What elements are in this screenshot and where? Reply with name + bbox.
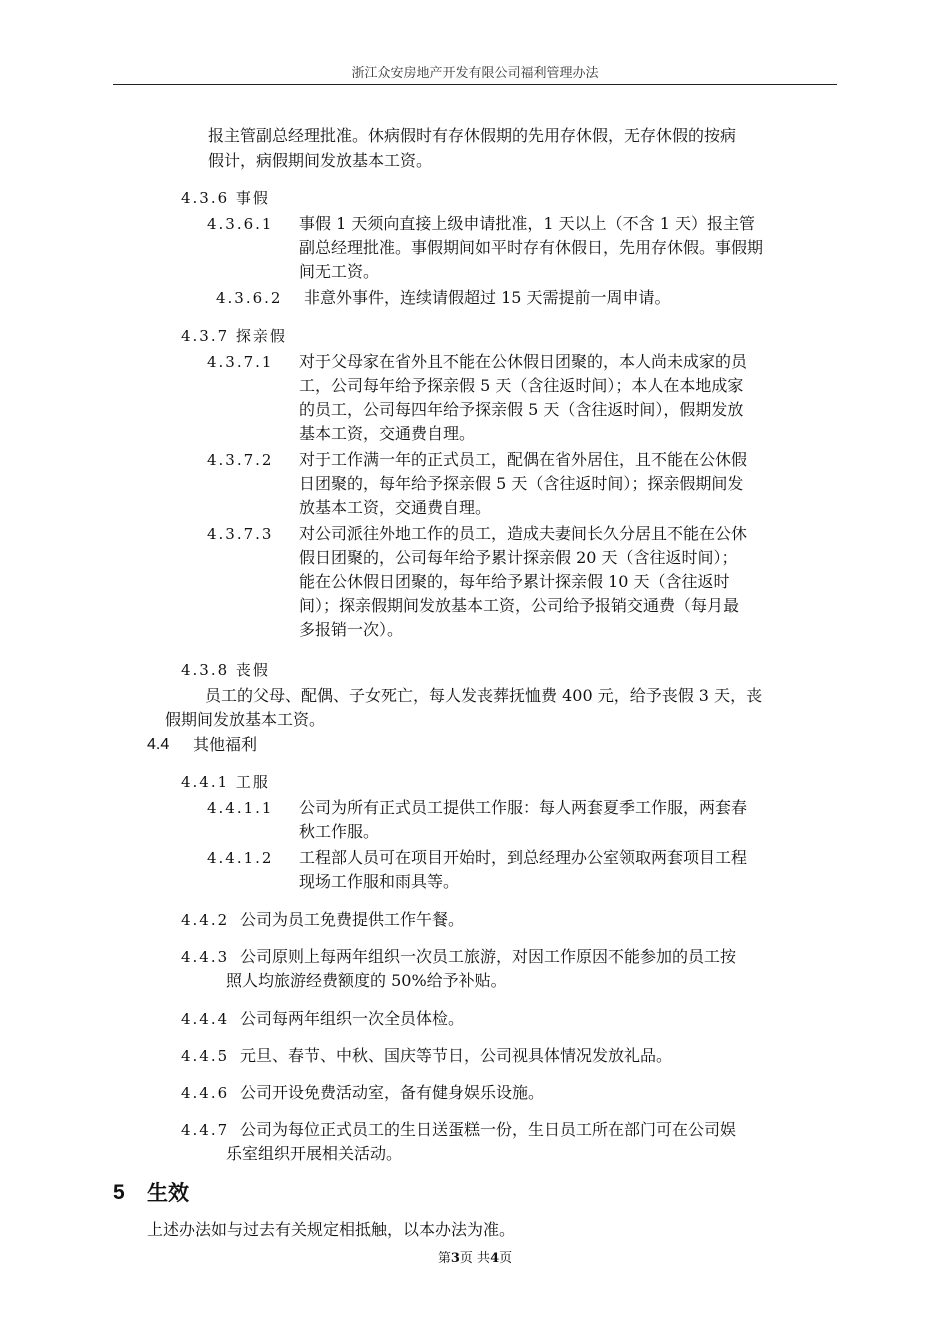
paragraph-line: 假期间发放基本工资。	[165, 710, 326, 729]
total-page-count: 4	[490, 1251, 500, 1266]
footer-suffix: 页	[499, 1251, 513, 1266]
item-number: 4.4.3	[181, 948, 230, 966]
item-line: 日团聚的，每年给予探亲假 5 天（含往返时间）；探亲假期间发	[299, 474, 744, 493]
item-line: 对公司派往外地工作的员工，造成夫妻间长久分居且不能在公休	[299, 524, 748, 543]
item-line: 基本工资，交通费自理。	[299, 424, 476, 443]
item-line: 放基本工资，交通费自理。	[299, 498, 492, 517]
item-line: 的员工，公司每四年给予探亲假 5 天（含往返时间），假期发放	[299, 400, 744, 419]
item-line: 公司为所有正式员工提供工作服：每人两套夏季工作服，两套春	[299, 798, 748, 817]
paragraph-line: 上述办法如与过去有关规定相抵触，以本办法为准。	[147, 1220, 516, 1239]
item-line: 对于父母家在省外且不能在公休假日团聚的，本人尚未成家的员	[299, 352, 748, 371]
item-number: 4.4.2	[181, 911, 230, 929]
item-number: 4.4.7	[181, 1121, 230, 1139]
item-line: 公司开设免费活动室，备有健身娱乐设施。	[240, 1083, 545, 1102]
item-number: 4.3.7.3	[207, 525, 274, 543]
item-line: 现场工作服和雨具等。	[299, 872, 460, 891]
heading-4-3-6: 4.3.6 事假	[181, 189, 270, 207]
footer-prefix: 第	[437, 1251, 451, 1266]
item-line: 秋工作服。	[299, 822, 380, 841]
item-line: 对于工作满一年的正式员工，配偶在省外居住，且不能在公休假	[299, 450, 748, 469]
item-number: 4.4.1.1	[207, 799, 274, 817]
item-line: 副总经理批准。事假期间如平时存有休假日，先用存休假。事假期	[299, 238, 764, 257]
item-number: 4.3.6.2	[216, 289, 283, 307]
item-number: 4.4.5	[181, 1047, 230, 1065]
item-line: 乐室组织开展相关活动。	[226, 1144, 403, 1163]
item-number: 4.4.4	[181, 1010, 230, 1028]
section-number-5: 5	[113, 1181, 125, 1204]
item-line: 假日团聚的，公司每年给予累计探亲假 20 天（含往返时间）；	[299, 548, 738, 567]
heading-4-3-7: 4.3.7 探亲假	[181, 327, 287, 345]
current-page-number: 3	[450, 1251, 460, 1266]
item-line: 事假 1 天须向直接上级申请批准，1 天以上（不含 1 天）报主管	[299, 214, 755, 233]
footer-middle: 页 共	[459, 1251, 491, 1266]
heading-4-3-8: 4.3.8 丧假	[181, 661, 270, 679]
item-line: 工，公司每年给予探亲假 5 天（含往返时间）；本人在本地成家	[299, 376, 744, 395]
item-line: 非意外事件，连续请假超过 15 天需提前一周申请。	[304, 288, 671, 307]
paragraph-line: 员工的父母、配偶、子女死亡，每人发丧葬抚恤费 400 元，给予丧假 3 天，丧	[205, 686, 763, 705]
intro-line-2: 假计，病假期间发放基本工资。	[208, 151, 433, 170]
section-number-4-4: 4.4	[147, 736, 170, 753]
item-line: 公司每两年组织一次全员体检。	[240, 1009, 465, 1028]
item-line: 间）；探亲假期间发放基本工资，公司给予报销交通费（每月最	[299, 596, 740, 615]
item-line: 间无工资。	[299, 262, 380, 281]
page-header: 浙江众安房地产开发有限公司福利管理办法	[351, 66, 599, 81]
item-line: 公司为员工免费提供工作午餐。	[240, 910, 465, 929]
item-line: 元旦、春节、中秋、国庆等节日，公司视具体情况发放礼品。	[240, 1046, 673, 1065]
item-line: 多报销一次）。	[299, 620, 404, 639]
page-footer	[0, 1247, 950, 1266]
section-title-5: 生效	[147, 1181, 189, 1205]
heading-4-4-1: 4.4.1 工服	[181, 773, 270, 791]
item-line: 公司为每位正式员工的生日送蛋糕一份，生日员工所在部门可在公司娱	[240, 1120, 737, 1139]
intro-line-1: 报主管副总经理批准。休病假时有存休假期的先用存休假，无存休假的按病	[208, 126, 737, 145]
item-number: 4.3.6.1	[207, 215, 274, 233]
section-title-4-4: 其他福利	[193, 735, 258, 754]
item-line: 能在公休假日团聚的，每年给予累计探亲假 10 天（含往返时	[299, 572, 730, 591]
item-number: 4.3.7.2	[207, 451, 274, 469]
item-line: 工程部人员可在项目开始时，到总经理办公室领取两套项目工程	[299, 848, 748, 867]
item-number: 4.4.6	[181, 1084, 230, 1102]
item-number: 4.4.1.2	[207, 849, 274, 867]
item-line: 照人均旅游经费额度的 50%给予补贴。	[226, 971, 507, 990]
item-number: 4.3.7.1	[207, 353, 274, 371]
header-divider	[113, 84, 837, 85]
item-line: 公司原则上每两年组织一次员工旅游，对因工作原因不能参加的员工按	[240, 947, 737, 966]
